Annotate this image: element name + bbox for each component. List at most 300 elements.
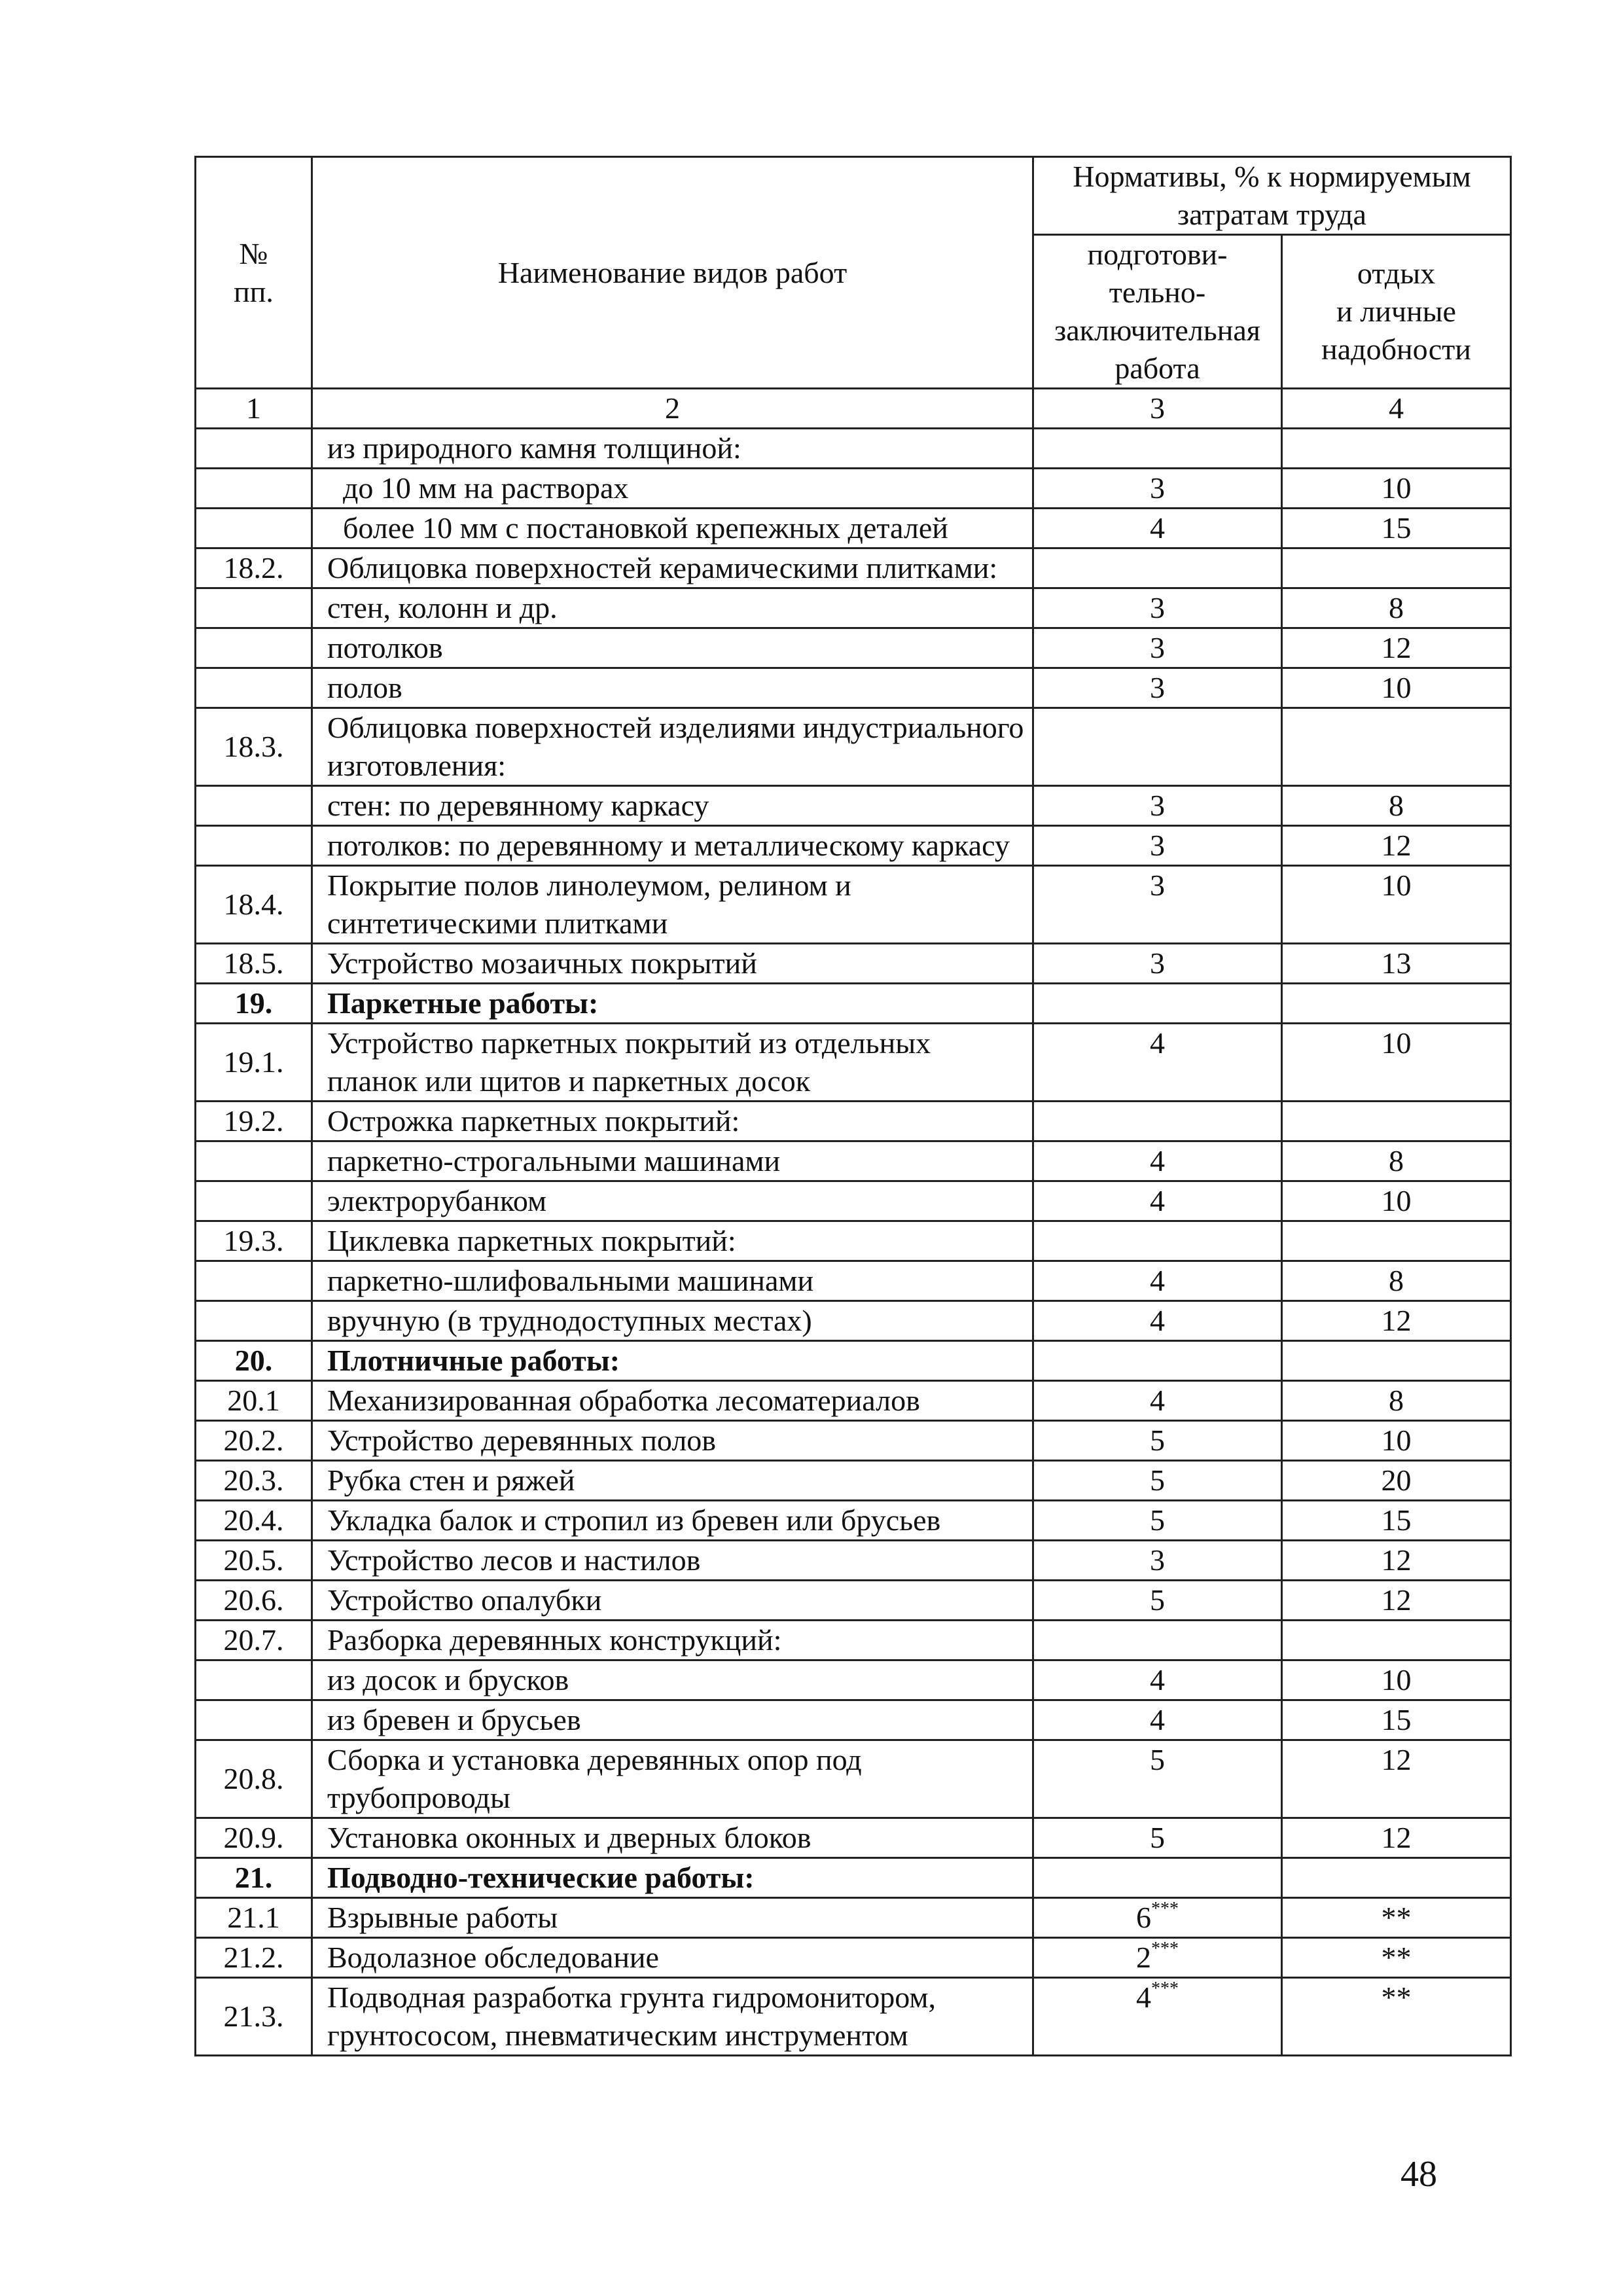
row-work-name-text: Разборка деревянных конструкций: <box>327 1623 782 1657</box>
row-prep-value <box>1033 1938 1282 1978</box>
row-prep-value <box>1033 1221 1282 1261</box>
row-work-name <box>312 1818 1033 1858</box>
row-prep-value-text: 5 <box>1150 1463 1165 1497</box>
row-prep-value-text: 3 <box>1150 946 1165 980</box>
row-rest-value-text: 12 <box>1381 631 1412 664</box>
table-row <box>196 1141 1511 1181</box>
table-row <box>196 1541 1511 1581</box>
row-number <box>196 1421 312 1461</box>
row-prep-value <box>1033 866 1282 944</box>
row-work-name <box>312 1421 1033 1461</box>
table-row <box>196 1461 1511 1501</box>
row-rest-value <box>1282 509 1511 548</box>
row-work-name-text: Устройство паркетных покрытий из отдельных планок или щитов и паркетных досок <box>327 1026 931 1098</box>
header-rest-text: отдых и личные надобности <box>1321 257 1471 366</box>
row-number-text: 20.1 <box>227 1384 280 1417</box>
row-rest-value-text: 12 <box>1381 1304 1412 1337</box>
row-prep-value-text: 4 <box>1150 1384 1165 1417</box>
row-rest-value-text: 8 <box>1389 1264 1404 1297</box>
row-work-name <box>312 1501 1033 1541</box>
row-prep-value <box>1033 1102 1282 1141</box>
row-prep-value <box>1033 1261 1282 1301</box>
row-rest-value <box>1282 1621 1511 1660</box>
row-prep-value <box>1033 1181 1282 1221</box>
table-row <box>196 1858 1511 1898</box>
row-rest-value-text: 10 <box>1381 471 1412 505</box>
row-prep-value-text: 3 <box>1150 789 1165 822</box>
row-number-text: 18.5. <box>223 946 284 980</box>
row-number-text: 19. <box>234 986 273 1020</box>
row-number <box>196 1461 312 1501</box>
row-number <box>196 1301 312 1341</box>
row-rest-value <box>1282 548 1511 588</box>
table-row <box>196 548 1511 588</box>
table-row <box>196 429 1511 469</box>
row-prep-value <box>1033 1501 1282 1541</box>
row-prep-value <box>1033 1301 1282 1341</box>
row-prep-value-text: 2 <box>1136 1941 1151 1974</box>
row-work-name-text: паркетно-шлифовальными машинами <box>327 1264 814 1297</box>
row-prep-value <box>1033 668 1282 708</box>
row-work-name <box>312 1700 1033 1740</box>
row-rest-value <box>1282 984 1511 1024</box>
row-prep-value-text: 5 <box>1150 1424 1165 1457</box>
header-rest <box>1282 235 1511 389</box>
row-number-text: 20.3. <box>223 1463 284 1497</box>
row-prep-value-text: 4 <box>1136 1981 1151 2014</box>
header-prep <box>1033 235 1282 389</box>
table-row <box>196 866 1511 944</box>
row-rest-value <box>1282 944 1511 984</box>
row-work-name <box>312 1141 1033 1181</box>
row-work-name-text: полов <box>327 671 402 704</box>
row-number <box>196 1221 312 1261</box>
row-work-name <box>312 944 1033 984</box>
row-number-text: 20.6. <box>223 1583 284 1617</box>
row-prep-value-text: 5 <box>1150 1503 1165 1537</box>
table-row <box>196 1818 1511 1858</box>
row-work-name-text: до 10 мм на растворах <box>343 471 629 505</box>
row-prep-value <box>1033 1341 1282 1381</box>
row-work-name-text: Облицовка поверхностей керамическими плитками: <box>327 551 998 584</box>
row-rest-value <box>1282 1301 1511 1341</box>
row-work-name-text: Устройство мозаичных покрытий <box>327 946 757 980</box>
row-rest-value-text: 10 <box>1381 1184 1412 1217</box>
row-rest-value <box>1282 469 1511 509</box>
row-work-name <box>312 1660 1033 1700</box>
row-work-name-text: Плотничные работы: <box>327 1344 620 1377</box>
table-row <box>196 1261 1511 1301</box>
row-rest-value <box>1282 1740 1511 1818</box>
row-work-name <box>312 1341 1033 1381</box>
row-rest-value <box>1282 1141 1511 1181</box>
row-work-name-text: Подводная разработка грунта гидромонитором, грунтососом, пневматическим инструментом <box>327 1981 936 2052</box>
row-number-text: 19.3. <box>223 1224 284 1257</box>
row-prep-value <box>1033 826 1282 866</box>
row-work-name-text: вручную (в труднодоступных местах) <box>327 1304 812 1337</box>
row-rest-value-text: 8 <box>1389 789 1404 822</box>
row-prep-value-text: 3 <box>1150 1543 1165 1577</box>
row-work-name <box>312 1938 1033 1978</box>
row-work-name-text: Циклевка паркетных покрытий: <box>327 1224 736 1257</box>
table-body <box>196 429 1511 2056</box>
row-prep-value <box>1033 1621 1282 1660</box>
header-number <box>196 157 312 389</box>
table-row <box>196 1341 1511 1381</box>
row-rest-value <box>1282 1024 1511 1102</box>
table-row <box>196 1660 1511 1700</box>
header-index-3: 3 <box>1033 389 1282 429</box>
row-work-name <box>312 1740 1033 1818</box>
row-number-text: 20.5. <box>223 1543 284 1577</box>
row-prep-value <box>1033 944 1282 984</box>
row-prep-value-text: 3 <box>1150 631 1165 664</box>
row-prep-value <box>1033 984 1282 1024</box>
table-row <box>196 1024 1511 1102</box>
row-number <box>196 469 312 509</box>
row-prep-value-text: 4 <box>1150 1144 1165 1177</box>
row-rest-value-text: 10 <box>1381 1424 1412 1457</box>
row-number <box>196 588 312 628</box>
table-row <box>196 469 1511 509</box>
row-rest-value-text: 8 <box>1389 1384 1404 1417</box>
row-rest-value-text: 12 <box>1381 1743 1412 1776</box>
table-row <box>196 1621 1511 1660</box>
row-rest-value <box>1282 1221 1511 1261</box>
row-rest-value-text: 10 <box>1381 1026 1412 1060</box>
row-number-text: 18.3. <box>223 730 284 763</box>
row-work-name-text: Устройство лесов и настилов <box>327 1543 701 1577</box>
row-work-name-text: Устройство деревянных полов <box>327 1424 717 1457</box>
row-work-name-text: электрорубанком <box>327 1184 547 1217</box>
row-prep-value <box>1033 1858 1282 1898</box>
row-number-text: 19.2. <box>223 1104 284 1138</box>
row-prep-value-text: 4 <box>1150 1304 1165 1337</box>
row-rest-value <box>1282 1261 1511 1301</box>
footnote-marker: *** <box>1151 1898 1179 1919</box>
row-prep-value-text: 4 <box>1150 1026 1165 1060</box>
row-work-name <box>312 588 1033 628</box>
row-work-name-text: Облицовка поверхностей изделиями индустриального изготовления: <box>327 711 1024 782</box>
row-prep-value-text: 3 <box>1150 591 1165 624</box>
row-number-text: 19.1. <box>223 1045 284 1079</box>
row-number <box>196 1261 312 1301</box>
row-prep-value <box>1033 708 1282 786</box>
row-work-name-text: из природного камня толщиной: <box>327 431 741 465</box>
row-rest-value-text: 15 <box>1381 1703 1412 1736</box>
table-row <box>196 1102 1511 1141</box>
row-rest-value <box>1282 1461 1511 1501</box>
table-row <box>196 984 1511 1024</box>
row-rest-value <box>1282 1978 1511 2056</box>
row-rest-value <box>1282 786 1511 826</box>
row-rest-value-text: 13 <box>1381 946 1412 980</box>
row-number <box>196 1102 312 1141</box>
row-number-text: 18.2. <box>223 551 284 584</box>
table-row <box>196 708 1511 786</box>
row-rest-value <box>1282 588 1511 628</box>
row-number-text: 21. <box>234 1861 273 1894</box>
row-work-name <box>312 1024 1033 1102</box>
row-rest-value <box>1282 1381 1511 1421</box>
row-work-name <box>312 628 1033 668</box>
row-prep-value <box>1033 1461 1282 1501</box>
row-work-name-text: более 10 мм с постановкой крепежных деталей <box>343 511 948 545</box>
row-number <box>196 1898 312 1938</box>
table-row <box>196 668 1511 708</box>
row-rest-value-text: ** <box>1381 1941 1412 1974</box>
row-work-name-text: Механизированная обработка лесоматериалов <box>327 1384 920 1417</box>
row-prep-value <box>1033 1024 1282 1102</box>
row-rest-value-text: 12 <box>1381 1543 1412 1577</box>
row-rest-value <box>1282 1541 1511 1581</box>
row-rest-value <box>1282 1818 1511 1858</box>
row-rest-value-text: 15 <box>1381 511 1412 545</box>
header-number-text: № пп. <box>234 236 274 308</box>
row-number <box>196 1381 312 1421</box>
row-prep-value-text: 4 <box>1150 1184 1165 1217</box>
row-number <box>196 628 312 668</box>
table-row <box>196 1381 1511 1421</box>
row-prep-value-text: 5 <box>1150 1821 1165 1854</box>
row-work-name <box>312 786 1033 826</box>
row-number-text: 20.9. <box>223 1821 284 1854</box>
row-number <box>196 866 312 944</box>
row-number <box>196 548 312 588</box>
row-prep-value <box>1033 509 1282 548</box>
row-work-name <box>312 429 1033 469</box>
row-work-name <box>312 1181 1033 1221</box>
row-rest-value-text: 20 <box>1381 1463 1412 1497</box>
row-number <box>196 668 312 708</box>
row-prep-value-text: 4 <box>1150 1703 1165 1736</box>
row-work-name-text: из досок и брусков <box>327 1663 569 1696</box>
table-row <box>196 1221 1511 1261</box>
row-number <box>196 1581 312 1621</box>
row-rest-value <box>1282 628 1511 668</box>
row-prep-value-text: 4 <box>1150 1264 1165 1297</box>
row-work-name-text: Водолазное обследование <box>327 1941 659 1974</box>
row-prep-value-text: 4 <box>1150 511 1165 545</box>
row-number <box>196 1700 312 1740</box>
row-rest-value <box>1282 866 1511 944</box>
row-rest-value-text: 12 <box>1381 829 1412 862</box>
row-number-text: 20.8. <box>223 1762 284 1795</box>
row-work-name-text: паркетно-строгальными машинами <box>327 1144 781 1177</box>
row-number-text: 21.2. <box>223 1941 284 1974</box>
row-work-name <box>312 1581 1033 1621</box>
header-index-row <box>196 389 1511 429</box>
header-norms-group <box>1033 157 1511 235</box>
table-row <box>196 628 1511 668</box>
row-number-text: 21.1 <box>227 1901 280 1934</box>
row-work-name <box>312 1621 1033 1660</box>
row-rest-value <box>1282 1581 1511 1621</box>
row-work-name <box>312 1858 1033 1898</box>
row-work-name <box>312 1461 1033 1501</box>
row-prep-value <box>1033 429 1282 469</box>
row-work-name-text: Сборка и установка деревянных опор под трубопроводы <box>327 1743 862 1814</box>
row-work-name-text: Подводно-технические работы: <box>327 1861 755 1894</box>
header-index-4: 4 <box>1282 389 1511 429</box>
row-number-text: 20. <box>234 1344 273 1377</box>
row-rest-value <box>1282 429 1511 469</box>
table-row <box>196 1700 1511 1740</box>
row-work-name-text: Рубка стен и ряжей <box>327 1463 575 1497</box>
row-work-name-text: Установка оконных и дверных блоков <box>327 1821 812 1854</box>
row-work-name-text: потолков: по деревянному и металлическому каркасу <box>327 829 1010 862</box>
row-prep-value <box>1033 1740 1282 1818</box>
row-work-name <box>312 1261 1033 1301</box>
row-number <box>196 1660 312 1700</box>
table-header <box>196 157 1511 429</box>
row-work-name-text: Устройство опалубки <box>327 1583 602 1617</box>
row-number <box>196 1621 312 1660</box>
row-prep-value <box>1033 1381 1282 1421</box>
row-work-name <box>312 866 1033 944</box>
row-work-name <box>312 1221 1033 1261</box>
row-number <box>196 1501 312 1541</box>
row-work-name <box>312 509 1033 548</box>
row-work-name <box>312 548 1033 588</box>
row-prep-value <box>1033 1660 1282 1700</box>
row-prep-value <box>1033 1541 1282 1581</box>
row-rest-value-text: 10 <box>1381 671 1412 704</box>
norms-table <box>194 156 1512 2056</box>
page-number: 48 <box>1400 2154 1437 2195</box>
row-rest-value-text: 10 <box>1381 1663 1412 1696</box>
row-number <box>196 826 312 866</box>
table-row <box>196 826 1511 866</box>
row-number <box>196 1818 312 1858</box>
row-rest-value <box>1282 1700 1511 1740</box>
row-prep-value <box>1033 1700 1282 1740</box>
row-prep-value-text: 3 <box>1150 471 1165 505</box>
row-work-name <box>312 1978 1033 2056</box>
row-work-name-text: Покрытие полов линолеумом, релином и синтетическими плитками <box>327 869 851 940</box>
table-row <box>196 1501 1511 1541</box>
row-prep-value <box>1033 1141 1282 1181</box>
table-row <box>196 1421 1511 1461</box>
row-number <box>196 984 312 1024</box>
table-row <box>196 1898 1511 1938</box>
row-prep-value <box>1033 1898 1282 1938</box>
row-rest-value-text: 10 <box>1381 869 1412 902</box>
row-rest-value <box>1282 1938 1511 1978</box>
row-number <box>196 1341 312 1381</box>
header-norms-group-text: Нормативы, % к нормируемым затратам труда <box>1073 160 1471 231</box>
row-number <box>196 509 312 548</box>
row-number <box>196 1740 312 1818</box>
row-number-text: 21.3. <box>223 2000 284 2033</box>
table-row <box>196 944 1511 984</box>
footnote-marker: *** <box>1151 1978 1179 1999</box>
row-prep-value-text: 6 <box>1136 1901 1151 1934</box>
row-number <box>196 1938 312 1978</box>
row-prep-value <box>1033 1818 1282 1858</box>
row-number <box>196 1141 312 1181</box>
row-work-name <box>312 469 1033 509</box>
row-work-name <box>312 1541 1033 1581</box>
row-prep-value-text: 4 <box>1150 1663 1165 1696</box>
table-row <box>196 1301 1511 1341</box>
row-number <box>196 944 312 984</box>
row-work-name-text: стен, колонн и др. <box>327 591 558 624</box>
row-work-name-text: из бревен и брусьев <box>327 1703 581 1736</box>
row-work-name-text: Паркетные работы: <box>327 986 599 1020</box>
row-rest-value-text: ** <box>1381 1981 1412 2014</box>
header-name-text: Наименование видов работ <box>497 255 847 289</box>
table-row <box>196 1938 1511 1978</box>
row-number <box>196 708 312 786</box>
row-prep-value <box>1033 1581 1282 1621</box>
row-rest-value <box>1282 1181 1511 1221</box>
table-row <box>196 1581 1511 1621</box>
row-work-name <box>312 826 1033 866</box>
row-prep-value <box>1033 786 1282 826</box>
row-work-name <box>312 1301 1033 1341</box>
row-work-name-text: Взрывные работы <box>327 1901 558 1934</box>
row-prep-value <box>1033 1978 1282 2056</box>
row-rest-value <box>1282 1341 1511 1381</box>
row-rest-value <box>1282 1898 1511 1938</box>
table-row <box>196 1181 1511 1221</box>
row-number-text: 20.2. <box>223 1424 284 1457</box>
row-work-name-text: потолков <box>327 631 443 664</box>
row-number-text: 20.4. <box>223 1503 284 1537</box>
row-work-name <box>312 668 1033 708</box>
row-number <box>196 429 312 469</box>
row-prep-value <box>1033 548 1282 588</box>
table-row <box>196 1740 1511 1818</box>
row-rest-value <box>1282 1858 1511 1898</box>
row-work-name <box>312 1898 1033 1938</box>
header-index-1: 1 <box>196 389 312 429</box>
row-work-name-text: стен: по деревянному каркасу <box>327 789 709 822</box>
header-index-2: 2 <box>312 389 1033 429</box>
row-number-text: 18.4. <box>223 888 284 921</box>
row-number <box>196 1024 312 1102</box>
row-rest-value-text: 8 <box>1389 1144 1404 1177</box>
table-row <box>196 786 1511 826</box>
row-number <box>196 1978 312 2056</box>
row-rest-value <box>1282 1421 1511 1461</box>
row-work-name-text: Острожка паркетных покрытий: <box>327 1104 740 1138</box>
row-work-name-text: Укладка балок и стропил из бревен или брусьев <box>327 1503 941 1537</box>
row-prep-value <box>1033 588 1282 628</box>
row-prep-value <box>1033 1421 1282 1461</box>
row-rest-value-text: 12 <box>1381 1821 1412 1854</box>
row-number-text: 20.7. <box>223 1623 284 1657</box>
row-number <box>196 786 312 826</box>
row-rest-value <box>1282 1501 1511 1541</box>
row-prep-value-text: 3 <box>1150 671 1165 704</box>
header-name <box>312 157 1033 389</box>
row-rest-value-text: 15 <box>1381 1503 1412 1537</box>
row-rest-value <box>1282 1660 1511 1700</box>
table-row <box>196 1978 1511 2056</box>
row-rest-value-text: 8 <box>1389 591 1404 624</box>
row-rest-value <box>1282 1102 1511 1141</box>
row-work-name <box>312 984 1033 1024</box>
row-number <box>196 1181 312 1221</box>
row-rest-value <box>1282 668 1511 708</box>
footnote-marker: *** <box>1151 1938 1179 1959</box>
row-number <box>196 1541 312 1581</box>
table-row <box>196 588 1511 628</box>
row-prep-value-text: 5 <box>1150 1743 1165 1776</box>
row-rest-value <box>1282 826 1511 866</box>
